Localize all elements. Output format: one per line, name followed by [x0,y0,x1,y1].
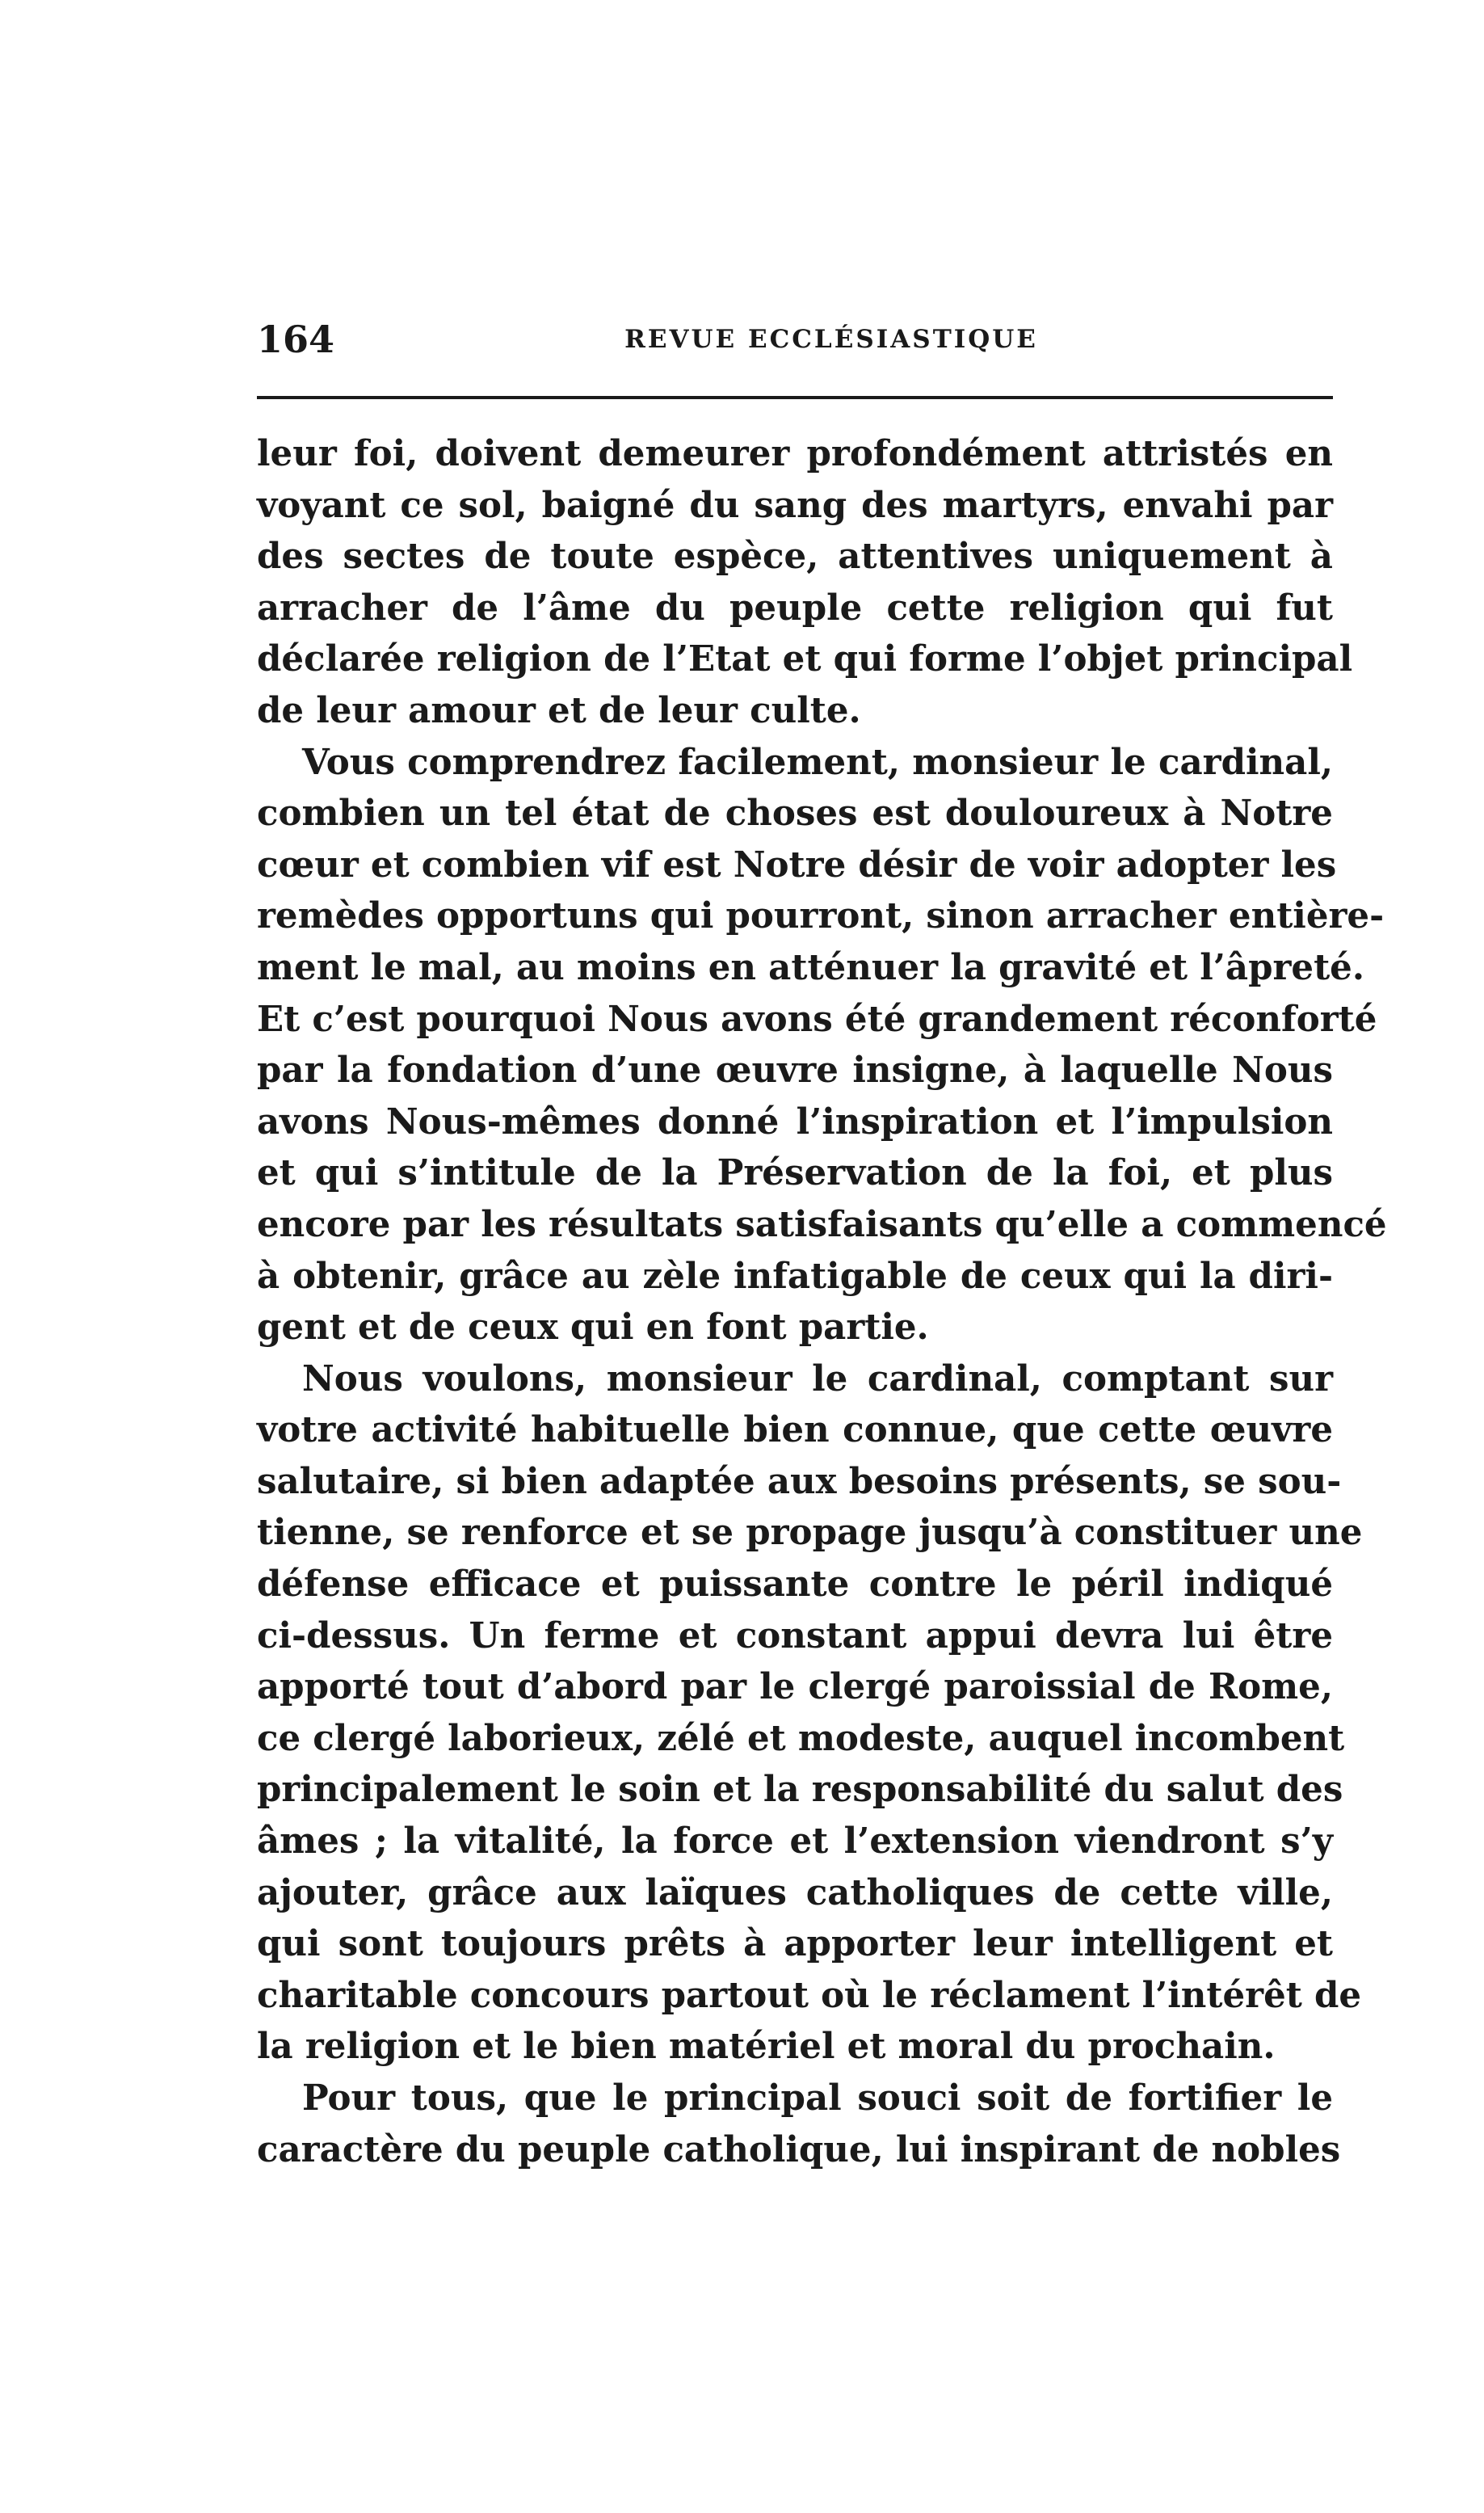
text-line: ment le mal, au moins en atténuer la gravité et l’âpreté. [257,946,1364,988]
text-line: à obtenir, grâce au zèle infatigable de ceux qui la diri- [257,1255,1333,1297]
text-line: âmes ; la vitalité, la force et l’extension viendront s’y [257,1821,1333,1863]
paragraph [257,2073,1341,2175]
text-line: gent et de ceux qui en font partie. [257,1307,929,1349]
text-line: caractère du peuple catholique, lui inspirant de nobles [257,2128,1341,2170]
text-line: Vous comprendrez facilement, monsieur le cardinal, [302,741,1333,783]
text-line: cœur et combien vif est Notre désir de voir adopter les [257,844,1337,886]
text-line: des sectes de toute espèce, attentives uniquement à [257,536,1333,578]
text-line: la religion et le bien matériel et moral du prochain. [257,2026,1276,2068]
text-line: par la fondation d’une œuvre insigne, à laquelle Nous [257,1050,1333,1092]
page-number: 164 [257,318,335,361]
text-line: remèdes opportuns qui pourront, sinon arracher entière- [257,895,1385,937]
text-line: avons Nous-mêmes donné l’inspiration et l’impulsion [257,1101,1333,1143]
text-line: Et c’est pourquoi Nous avons été grandement réconforté [257,998,1377,1040]
text-line: leur foi, doivent demeurer profondément attristés en [257,433,1333,474]
text-line: Pour tous, que le principal souci soit de fortifier le [302,2077,1333,2119]
paragraph [257,737,1387,1353]
text-line: charitable concours partout où le réclament l’intérêt de [257,1974,1362,2016]
paragraph [257,428,1353,737]
text-line: et qui s’intitule de la Préservation de la foi, et plus [257,1152,1333,1194]
text-line: Nous voulons, monsieur le cardinal, comptant sur [302,1358,1333,1400]
body-text [257,428,1387,2175]
text-line: combien un tel état de choses est douloureux à Notre [257,793,1333,835]
text-line: déclarée religion de l’Etat et qui forme l’objet principal [257,638,1353,680]
running-head: REVUE ECCLÉSIASTIQUE [624,325,1038,354]
text-line: de leur amour et de leur culte. [257,689,861,731]
text-line: encore par les résultats satisfaisants qu’elle a commencé [257,1203,1387,1245]
text-line: arracher de l’âme du peuple cette religion qui fut [257,587,1333,629]
text-line: ci-dessus. Un ferme et constant appui devra lui être [257,1614,1333,1656]
text-line: ce clergé laborieux, zélé et modeste, auquel incombent [257,1717,1345,1759]
text-line: principalement le soin et la responsabilité du salut des [257,1769,1343,1811]
text-line: votre activité habituelle bien connue, que cette œuvre [257,1409,1333,1451]
text-line: apporté tout d’abord par le clergé paroissial de Rome, [257,1666,1333,1708]
page-header [257,311,1333,368]
text-line: défense efficace et puissante contre le péril indiqué [257,1564,1333,1606]
paragraph [257,1353,1363,2073]
text-line: qui sont toujours prêts à apporter leur intelligent et [257,1923,1333,1965]
text-line: tienne, se renforce et se propage jusqu’à constituer une [257,1512,1363,1554]
header-rule [257,396,1333,399]
text-line: ajouter, grâce aux laïques catholiques de cette ville, [257,1871,1333,1913]
text-line: salutaire, si bien adaptée aux besoins présents, se sou- [257,1460,1342,1502]
text-line: voyant ce sol, baigné du sang des martyrs, envahi par [257,484,1333,526]
